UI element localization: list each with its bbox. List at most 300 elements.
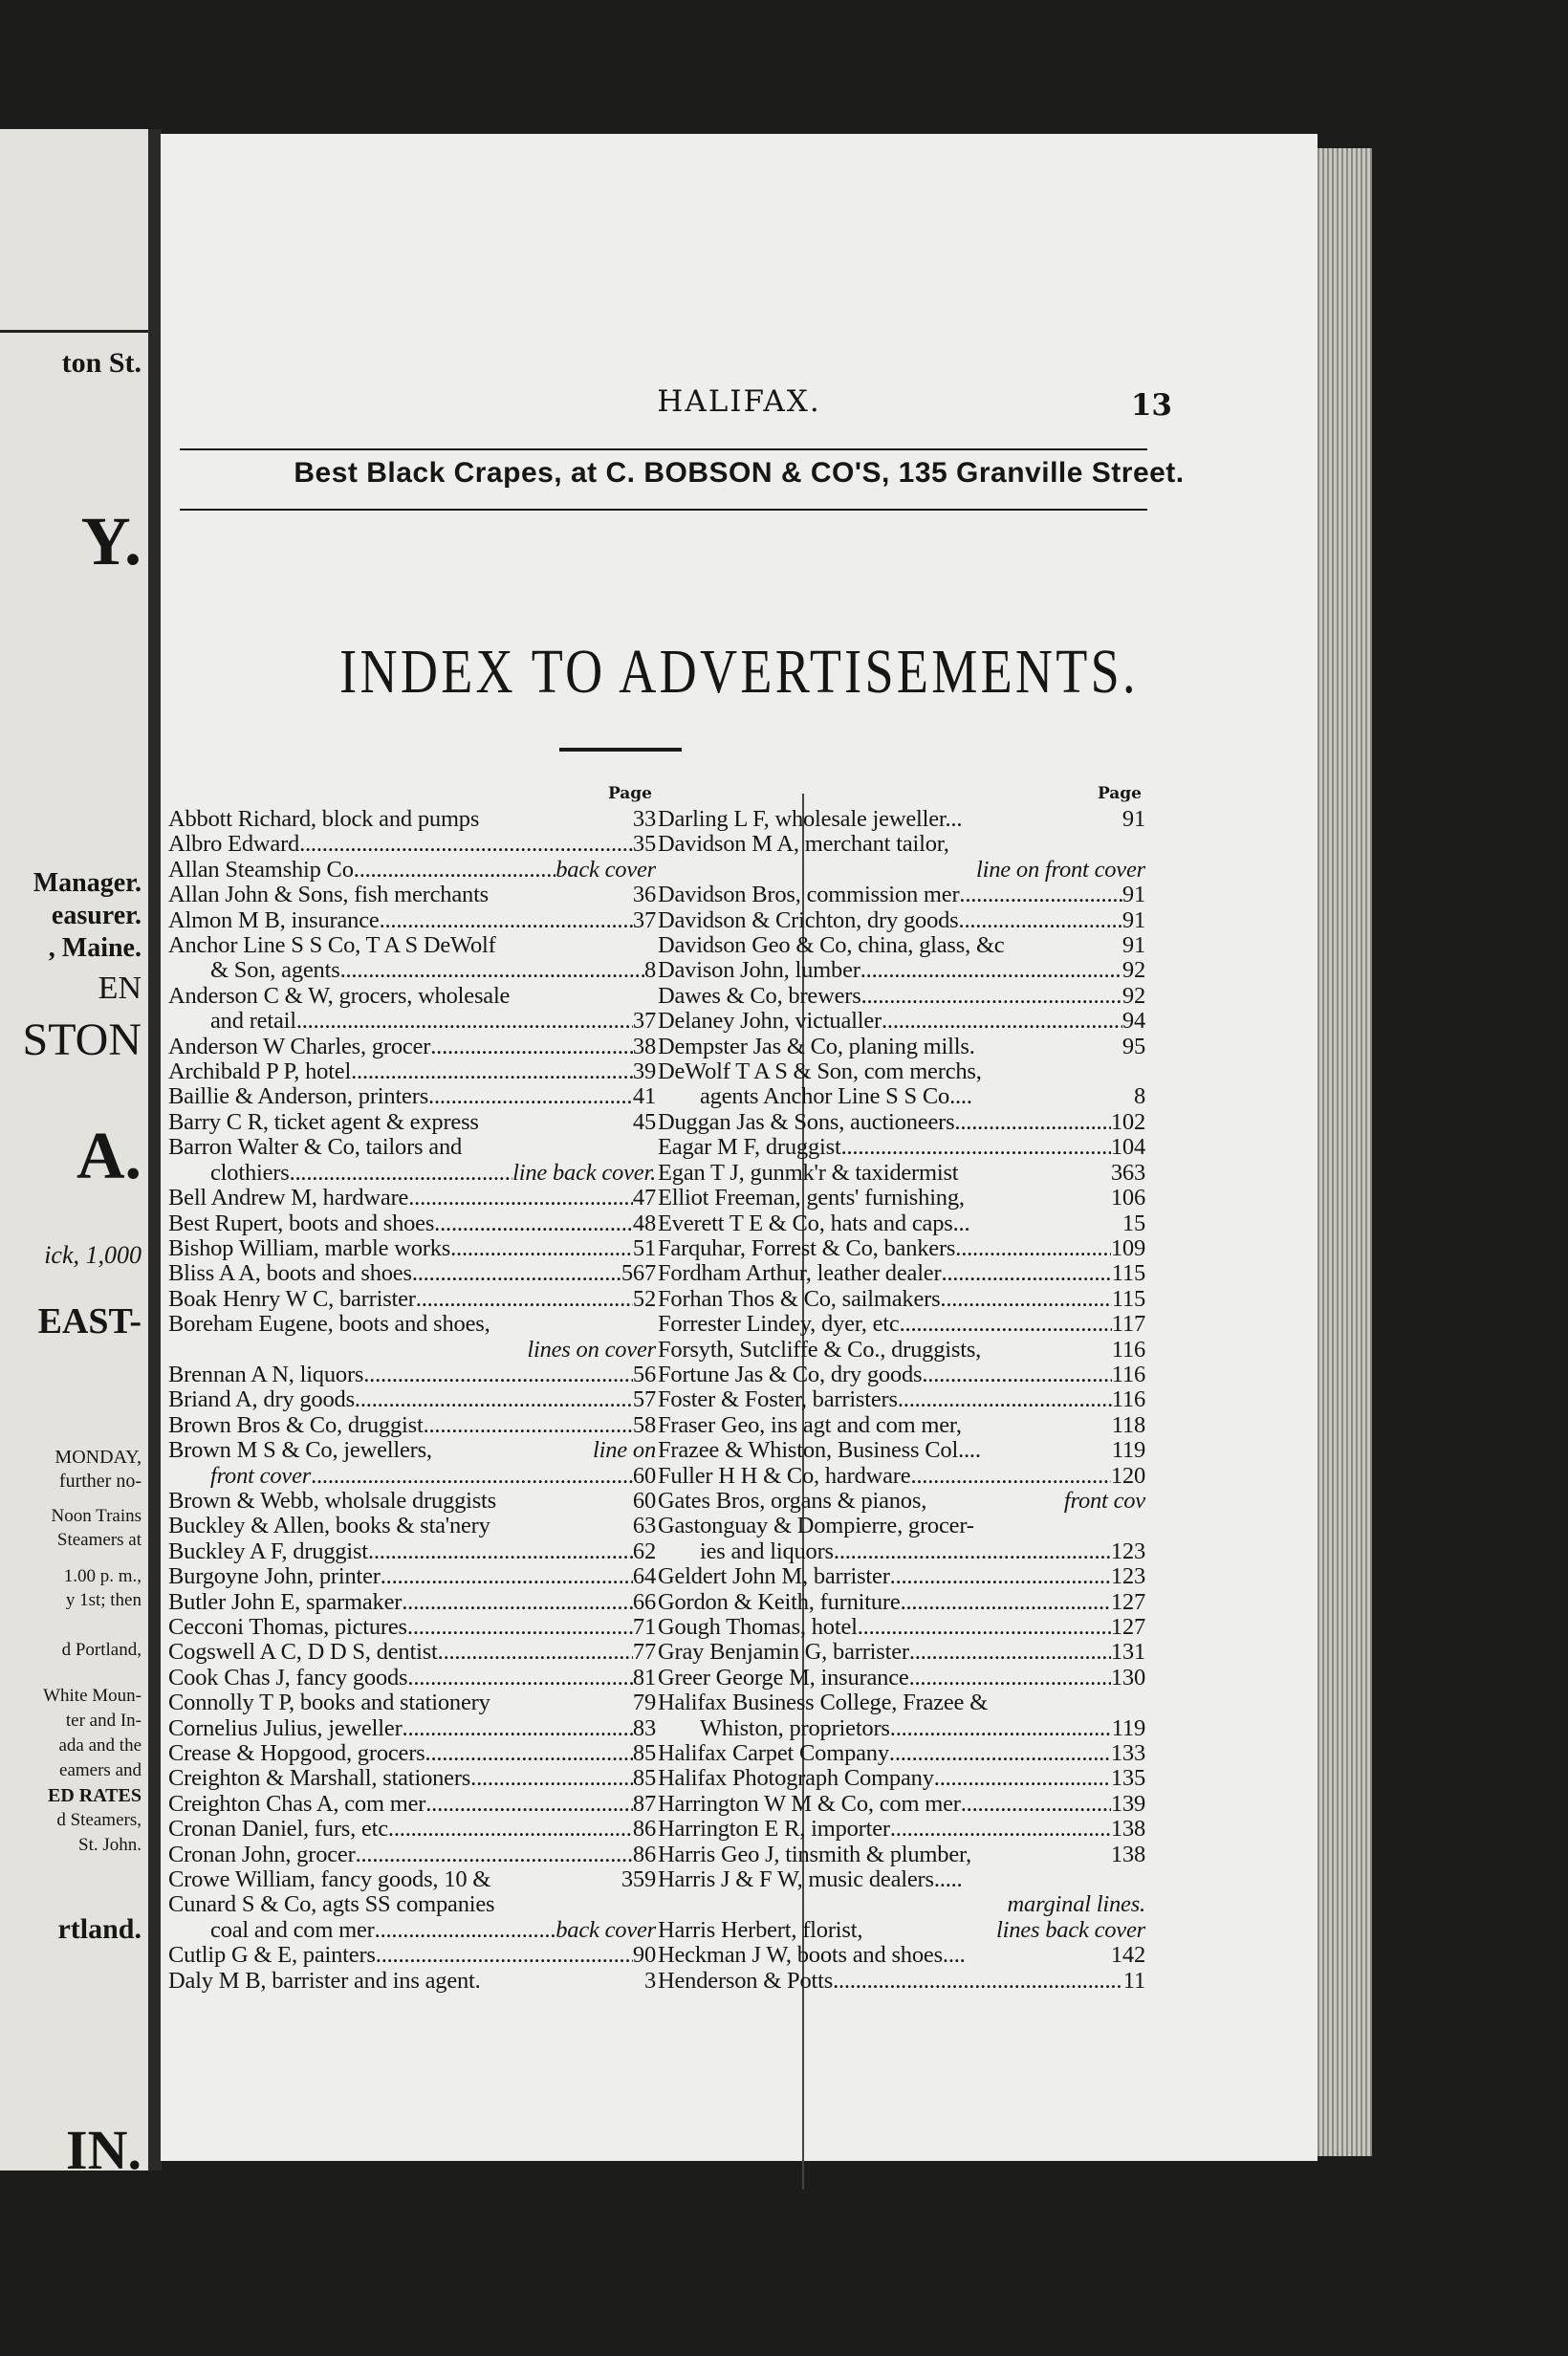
prev-fragment: Y. — [80, 503, 142, 579]
entry-page: 64 — [632, 1563, 656, 1590]
index-entry — [658, 1666, 1145, 1691]
entry-name: Buckley & Allen, books & sta'nery — [168, 1513, 490, 1539]
index-entry — [168, 858, 656, 883]
entry-name: Brown M S & Co, jewellers, — [168, 1437, 432, 1464]
entry-name: coal and com mer — [210, 1916, 375, 1943]
entry-page: 41 — [632, 1083, 656, 1110]
entry-name: Henderson & Potts — [658, 1967, 834, 1994]
entry-page: 135 — [1110, 1765, 1145, 1792]
entry-name: Fordham Arthur, leather dealer — [658, 1260, 942, 1287]
index-entry — [658, 1236, 1145, 1261]
entry-name: Everett T E & Co, hats and caps... — [658, 1210, 970, 1236]
running-title: HALIFAX. — [657, 384, 821, 419]
entry-name: Gates Bros, organs & pianos, — [658, 1487, 927, 1514]
index-entry — [168, 1363, 656, 1387]
entry-name: Buckley A F, druggist — [168, 1538, 368, 1564]
entry-name: Abbott Richard, block and pumps — [168, 806, 480, 832]
page-block-edge — [1315, 148, 1372, 2156]
index-entry — [168, 1161, 656, 1186]
index-title: INDEX TO ADVERTISEMENTS. — [339, 637, 1139, 707]
prev-fragment: IN. — [66, 2119, 142, 2171]
index-entry — [658, 1590, 1145, 1615]
entry-name: Heckman J W, boots and shoes.... — [658, 1942, 966, 1969]
index-entry — [658, 807, 1145, 832]
entry-page: line on — [593, 1437, 656, 1464]
prev-fragment: further no- — [58, 1471, 142, 1492]
entry-name: Greer George M, insurance — [658, 1664, 909, 1691]
index-entry — [168, 1716, 656, 1741]
entry-page: 95 — [1122, 1033, 1145, 1059]
entry-page: 102 — [1110, 1108, 1145, 1135]
entry-page: 47 — [632, 1185, 656, 1211]
entry-name: Creighton Chas A, com mer — [168, 1790, 426, 1817]
entry-page: 45 — [632, 1108, 656, 1135]
entry-page: 60 — [632, 1462, 656, 1489]
header-rule — [180, 448, 1147, 450]
index-entry — [168, 1338, 656, 1363]
index-entry — [658, 1084, 1145, 1109]
index-entry — [168, 1464, 656, 1489]
index-entry — [168, 1564, 656, 1589]
entry-page: 66 — [632, 1588, 656, 1615]
entry-name: Crowe William, fancy goods, 10 & — [168, 1866, 491, 1893]
prev-fragment: easurer. — [51, 901, 142, 930]
entry-page: 87 — [632, 1790, 656, 1817]
prev-fragment: MONDAY, — [54, 1447, 142, 1468]
prev-fragment: 1.00 p. m., — [63, 1566, 142, 1586]
index-entry — [658, 1766, 1145, 1791]
entry-name: Davidson M A, merchant tailor, — [658, 831, 949, 858]
entry-name: Anderson C & W, grocers, wholesale — [168, 982, 511, 1009]
index-entry — [168, 1110, 656, 1135]
index-entry — [168, 1489, 656, 1514]
entry-name: Cecconi Thomas, pictures — [168, 1614, 407, 1640]
entry-page: 85 — [632, 1740, 656, 1767]
page-label: Page — [1097, 784, 1142, 803]
entry-page: marginal lines. — [1007, 1891, 1145, 1918]
index-entry — [168, 1438, 656, 1463]
index-entry — [168, 1590, 656, 1615]
entry-name: Dempster Jas & Co, planing mills. — [658, 1033, 975, 1059]
index-entry — [168, 1539, 656, 1564]
entry-page: 131 — [1110, 1639, 1145, 1666]
entry-name: Bell Andrew M, hardware — [168, 1185, 409, 1211]
entry-name: Creighton & Marshall, stationers — [168, 1765, 471, 1792]
entry-name: agents Anchor Line S S Co.... — [700, 1083, 972, 1110]
entry-page: 37 — [632, 906, 656, 933]
entry-name: Geldert John M, barrister — [658, 1563, 890, 1590]
entry-name: Harrington E R, importer — [658, 1816, 890, 1843]
entry-page: 36 — [632, 882, 656, 908]
entry-name: Harris Geo J, tinsmith & plumber, — [658, 1841, 971, 1867]
entry-name: Duggan Jas & Sons, auctioneers — [658, 1108, 955, 1135]
entry-name: Davidson Geo & Co, china, glass, &c — [658, 932, 1005, 959]
entry-page: 8 — [1133, 1083, 1145, 1110]
entry-name: Foster & Foster, barristers — [658, 1386, 898, 1413]
entry-page: 123 — [1110, 1538, 1145, 1564]
entry-name: Elliot Freeman, gents' furnishing, — [658, 1185, 965, 1211]
entry-page: 138 — [1110, 1841, 1145, 1867]
entry-page: 60 — [632, 1487, 656, 1514]
entry-name: Crease & Hopgood, grocers — [168, 1740, 425, 1767]
prev-fragment: EAST- — [37, 1301, 142, 1342]
entry-name: Barry C R, ticket agent & express — [168, 1108, 479, 1135]
index-entry — [168, 1640, 656, 1665]
index-entry — [168, 1135, 656, 1160]
index-entry — [658, 1261, 1145, 1286]
entry-page: back cover — [555, 856, 656, 883]
index-entry — [658, 1792, 1145, 1817]
entry-name: Frazee & Whiston, Business Col.... — [658, 1437, 981, 1464]
index-entry — [168, 933, 656, 958]
index-entry — [658, 1867, 1145, 1892]
index-entry — [168, 1413, 656, 1438]
index-entry — [658, 1514, 1145, 1538]
index-entry — [168, 1792, 656, 1817]
entry-name: Fuller H H & Co, hardware — [658, 1462, 911, 1489]
prev-fragment: ton St. — [61, 347, 142, 379]
prev-fragment: eamers and — [59, 1760, 142, 1780]
index-entry — [658, 1615, 1145, 1640]
index-entry — [658, 1843, 1145, 1867]
entry-name: Forsyth, Sutcliffe & Co., druggists, — [658, 1336, 982, 1363]
entry-page: 48 — [632, 1210, 656, 1236]
entry-page: 116 — [1111, 1361, 1145, 1387]
index-entry — [168, 832, 656, 857]
entry-name: Whiston, proprietors — [700, 1714, 890, 1741]
index-entry — [168, 1892, 656, 1917]
entry-name: Baillie & Anderson, printers — [168, 1083, 429, 1110]
entry-page: 33 — [632, 806, 656, 832]
index-entry — [168, 1035, 656, 1059]
entry-name: Forhan Thos & Co, sailmakers — [658, 1285, 941, 1312]
entry-name: Gray Benjamin G, barrister — [658, 1639, 909, 1666]
index-entry — [658, 1691, 1145, 1715]
right-column — [658, 784, 1145, 1994]
index-entry — [168, 1666, 656, 1691]
entry-page: front cov — [1063, 1487, 1145, 1514]
index-entry — [658, 1438, 1145, 1463]
left-column — [168, 784, 656, 1994]
entry-name: Delaney John, victualler — [658, 1008, 882, 1035]
entry-name: Cronan Daniel, furs, etc — [168, 1816, 388, 1843]
index-entry — [658, 1413, 1145, 1438]
index-entry — [658, 1640, 1145, 1665]
entry-name: Harris Herbert, florist, — [658, 1916, 863, 1943]
index-entry — [168, 958, 656, 983]
entry-page: 115 — [1111, 1285, 1145, 1312]
entry-name: Halifax Photograph Company — [658, 1765, 934, 1792]
index-entry — [658, 858, 1145, 883]
entry-name: Allan Steamship Co — [168, 856, 354, 883]
index-entry — [168, 1312, 656, 1337]
entry-name: Cutlip G & E, painters — [168, 1942, 376, 1969]
entry-name: Cunard S & Co, agts SS companies — [168, 1891, 495, 1918]
index-entry — [658, 1969, 1145, 1994]
entry-page: 52 — [632, 1285, 656, 1312]
prev-fragment: St. John. — [78, 1835, 142, 1855]
index-entry — [658, 933, 1145, 958]
entry-name: Eagar M F, druggist — [658, 1134, 841, 1161]
entry-page: 133 — [1110, 1740, 1145, 1767]
entry-name: Cronan John, grocer — [168, 1841, 356, 1867]
entry-name: Briand A, dry goods — [168, 1386, 355, 1413]
prev-fragment: White Moun- — [43, 1686, 142, 1706]
entry-name: Best Rupert, boots and shoes — [168, 1210, 435, 1236]
prev-page-rule — [0, 330, 151, 333]
entry-page: 123 — [1110, 1563, 1145, 1590]
entry-page: 119 — [1111, 1437, 1145, 1464]
index-entry — [168, 1918, 656, 1943]
index-entry — [658, 1186, 1145, 1211]
index-entry — [658, 1338, 1145, 1363]
entry-page: 92 — [1122, 982, 1145, 1009]
entry-page: 86 — [632, 1841, 656, 1867]
entry-page: 63 — [632, 1513, 656, 1539]
previous-page-fragment — [0, 129, 151, 2171]
index-entry — [658, 1287, 1145, 1312]
index-entry — [168, 1615, 656, 1640]
entry-name: Anchor Line S S Co, T A S DeWolf — [168, 932, 496, 959]
index-entry — [658, 984, 1145, 1009]
index-entry — [168, 1969, 656, 1994]
entry-name: Brennan A N, liquors — [168, 1361, 364, 1387]
prev-fragment: d Steamers, — [56, 1810, 142, 1830]
title-rule — [559, 748, 682, 752]
entry-page: 91 — [1122, 806, 1145, 832]
entry-name: Cogswell A C, D D S, dentist — [168, 1639, 438, 1666]
index-entry — [168, 1867, 656, 1892]
entry-name: Gastonguay & Dompierre, grocer- — [658, 1513, 974, 1539]
entry-page: 117 — [1111, 1311, 1145, 1338]
entry-name: Dawes & Co, brewers — [658, 982, 861, 1009]
entry-page: 57 — [632, 1386, 656, 1413]
index-entry — [168, 1843, 656, 1867]
entry-page: 38 — [632, 1033, 656, 1059]
entry-name: Burgoyne John, printer — [168, 1563, 381, 1590]
index-entry — [658, 1817, 1145, 1842]
prev-fragment: Noon Trains — [51, 1506, 142, 1526]
index-entry — [168, 1009, 656, 1034]
index-entry — [658, 1135, 1145, 1160]
entry-name: Boreham Eugene, boots and shoes, — [168, 1311, 490, 1338]
index-entry — [168, 1943, 656, 1968]
entry-page: 119 — [1111, 1714, 1145, 1741]
entry-name: Gordon & Keith, furniture — [658, 1588, 901, 1615]
directory-page — [161, 134, 1318, 2161]
entry-name: Halifax Carpet Company — [658, 1740, 889, 1767]
entry-page: 91 — [1122, 906, 1145, 933]
entry-name: clothiers — [210, 1159, 290, 1186]
prev-fragment: d Portland, — [61, 1640, 142, 1660]
prev-fragment: ED RATES — [48, 1785, 142, 1806]
entry-page: 567 — [621, 1260, 656, 1287]
entry-page: 86 — [632, 1816, 656, 1843]
entry-name: Farquhar, Forrest & Co, bankers — [658, 1234, 956, 1261]
index-entry — [168, 984, 656, 1009]
entry-name: Darling L F, wholesale jeweller... — [658, 806, 963, 832]
index-entry — [658, 1059, 1145, 1084]
entry-name: Cornelius Julius, jeweller — [168, 1714, 403, 1741]
prev-fragment: rtland. — [57, 1913, 142, 1945]
prev-fragment: , Maine. — [48, 933, 142, 963]
index-entry — [658, 883, 1145, 907]
entry-name: Harrington W M & Co, com mer — [658, 1790, 961, 1817]
page-number: 13 — [1130, 388, 1172, 423]
entry-page: line back cover. — [512, 1159, 656, 1186]
index-entry — [658, 1009, 1145, 1034]
index-entry — [168, 1817, 656, 1842]
index-entry — [168, 1186, 656, 1211]
entry-page: 79 — [632, 1690, 656, 1716]
entry-page: 56 — [632, 1361, 656, 1387]
entry-name: Gough Thomas, hotel — [658, 1614, 858, 1640]
entry-name: ies and liquors — [700, 1538, 834, 1564]
index-entry — [168, 1059, 656, 1084]
index-entry — [658, 958, 1145, 983]
entry-name: Harris J & F W, music dealers..... — [658, 1866, 963, 1893]
index-entry — [168, 1084, 656, 1109]
entry-name: Egan T J, gunmk'r & taxidermist — [658, 1159, 959, 1186]
entry-page: 8 — [643, 957, 656, 984]
index-entry — [658, 1312, 1145, 1337]
entry-page: 116 — [1111, 1386, 1145, 1413]
index-entry — [168, 1387, 656, 1412]
advertisement-banner: Best Black Crapes, at C. BOBSON & CO'S, 135 Granville Street. — [294, 457, 1185, 489]
entry-name: Albro Edward — [168, 831, 300, 858]
book-gutter — [148, 129, 162, 2171]
index-entry — [168, 1691, 656, 1715]
index-entry — [658, 1564, 1145, 1589]
entry-name: Brown Bros & Co, druggist — [168, 1411, 424, 1438]
entry-page: 92 — [1122, 957, 1145, 984]
index-entry — [658, 1489, 1145, 1514]
index-entry — [168, 908, 656, 933]
entry-page: 142 — [1110, 1942, 1145, 1969]
index-entry — [658, 1741, 1145, 1766]
index-entry — [658, 1539, 1145, 1564]
entry-name: Brown & Webb, wholsale druggists — [168, 1487, 497, 1514]
entry-page: 91 — [1122, 882, 1145, 908]
entry-name: Fraser Geo, ins agt and com mer, — [658, 1411, 962, 1438]
index-entry — [658, 1387, 1145, 1412]
index-entry — [658, 1943, 1145, 1968]
entry-name: Davidson & Crichton, dry goods — [658, 906, 959, 933]
index-entry — [168, 1766, 656, 1791]
entry-page: 139 — [1110, 1790, 1145, 1817]
entry-name: Anderson W Charles, grocer — [168, 1033, 431, 1059]
entry-page: lines back cover — [996, 1916, 1145, 1943]
entry-page: 77 — [632, 1639, 656, 1666]
index-entry — [658, 1211, 1145, 1236]
index-entry — [658, 1918, 1145, 1943]
entry-page: 83 — [632, 1714, 656, 1741]
index-entry — [168, 883, 656, 907]
entry-page: 90 — [632, 1942, 656, 1969]
prev-fragment: A. — [76, 1120, 142, 1193]
entry-page: 35 — [632, 831, 656, 858]
entry-page: 15 — [1122, 1210, 1145, 1236]
page-label: Page — [607, 784, 652, 803]
entry-page: 71 — [632, 1614, 656, 1640]
index-entry — [658, 1716, 1145, 1741]
index-entry — [168, 1287, 656, 1312]
index-entry — [168, 1514, 656, 1538]
entry-page: 58 — [632, 1411, 656, 1438]
entry-name: Halifax Business College, Frazee & — [658, 1690, 988, 1716]
entry-page: 130 — [1110, 1664, 1145, 1691]
entry-page: 94 — [1122, 1008, 1145, 1035]
entry-name: Davison John, lumber — [658, 957, 860, 984]
index-entry — [658, 1035, 1145, 1059]
entry-page: 91 — [1122, 932, 1145, 959]
entry-page: 11 — [1122, 1967, 1145, 1994]
index-entry — [168, 1741, 656, 1766]
entry-name: Connolly T P, books and stationery — [168, 1690, 490, 1716]
entry-name: Barron Walter & Co, tailors and — [168, 1134, 463, 1161]
entry-page: 118 — [1111, 1411, 1145, 1438]
prev-fragment: y 1st; then — [65, 1590, 142, 1610]
entry-name: DeWolf T A S & Son, com merchs, — [658, 1058, 982, 1085]
entry-page: 81 — [632, 1664, 656, 1691]
prev-fragment: ick, 1,000 — [44, 1241, 142, 1269]
entry-name: Butler John E, sparmaker — [168, 1588, 403, 1615]
entry-name: front cover — [210, 1462, 312, 1489]
entry-name: Fortune Jas & Co, dry goods — [658, 1361, 923, 1387]
prev-fragment: ada and the — [58, 1735, 142, 1756]
entry-page: 127 — [1110, 1588, 1145, 1615]
entry-page: 37 — [632, 1008, 656, 1035]
index-entry — [658, 1464, 1145, 1489]
entry-name: Archibald P P, hotel — [168, 1058, 352, 1085]
entry-name: Boak Henry W C, barrister — [168, 1285, 416, 1312]
entry-page: 109 — [1110, 1234, 1145, 1261]
entry-page: 39 — [632, 1058, 656, 1085]
entry-page: 85 — [632, 1765, 656, 1792]
index-entry — [658, 832, 1145, 857]
entry-page: 104 — [1110, 1134, 1145, 1161]
entry-name: Bliss A A, boots and shoes — [168, 1260, 412, 1287]
entry-page: 138 — [1110, 1816, 1145, 1843]
entry-name: Bishop William, marble works — [168, 1234, 451, 1261]
index-entry — [168, 1211, 656, 1236]
index-entry — [658, 1110, 1145, 1135]
entry-name: Forrester Lindey, dyer, etc — [658, 1311, 900, 1338]
entry-page: back cover — [555, 1916, 656, 1943]
prev-fragment: Steamers at — [56, 1530, 142, 1550]
entry-page: 51 — [632, 1234, 656, 1261]
entry-page: 115 — [1111, 1260, 1145, 1287]
entry-page: 127 — [1110, 1614, 1145, 1640]
entry-page: 120 — [1110, 1462, 1145, 1489]
prev-fragment: ter and In- — [65, 1711, 142, 1731]
index-entry — [168, 807, 656, 832]
index-entry — [658, 908, 1145, 933]
prev-fragment: STON — [22, 1014, 142, 1065]
entry-page: 363 — [1110, 1159, 1145, 1186]
entry-name: Davidson Bros, commission mer — [658, 882, 960, 908]
entry-name: Cook Chas J, fancy goods — [168, 1664, 408, 1691]
entry-page: 106 — [1110, 1185, 1145, 1211]
entry-page: 62 — [632, 1538, 656, 1564]
entry-page: 116 — [1111, 1336, 1145, 1363]
entry-name: & Son, agents — [210, 957, 340, 984]
index-entry — [658, 1161, 1145, 1186]
entry-page: 359 — [621, 1866, 656, 1893]
index-entry — [168, 1236, 656, 1261]
entry-name: and retail — [210, 1008, 296, 1035]
banner-rule — [180, 509, 1147, 511]
